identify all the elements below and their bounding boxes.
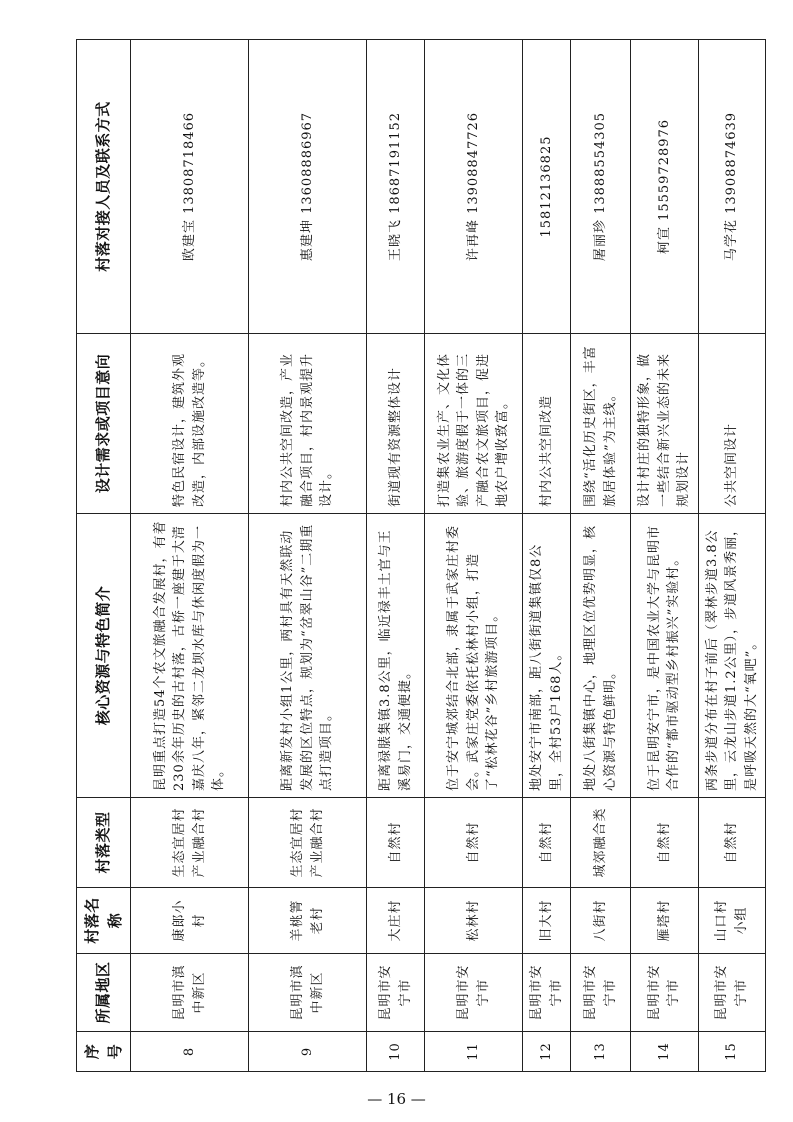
table-row (698, 40, 766, 1072)
cell-need: 打造集农业生产、文化体验、旅游度假于一体的三产融合农文旅项目，促进地农户增收致富。 (425, 334, 523, 514)
cell-region: 昆明市滇中新区 (131, 954, 249, 1032)
cell-type: 生态宜居村产业融合村 (249, 798, 367, 888)
cell-village: 山口村小组 (698, 888, 766, 954)
header-intro: 核心资源与特色简介 (77, 514, 131, 798)
page-number: — 16 — (367, 1090, 426, 1108)
cell-type: 自然村 (425, 798, 523, 888)
cell-no: 8 (131, 1032, 249, 1072)
cell-type: 自然村 (367, 798, 425, 888)
cell-type: 自然村 (631, 798, 699, 888)
cell-need: 街道现有资源整体设计 (367, 334, 425, 514)
cell-region: 昆明市安宁市 (571, 954, 631, 1032)
cell-intro: 地处安宁市南部，距八街街道集镇仅8公里，全村53户168人。 (523, 514, 571, 798)
cell-type: 自然村 (523, 798, 571, 888)
header-region: 所属地区 (77, 954, 131, 1032)
cell-contact: 王晓飞 18687191152 (367, 40, 425, 334)
table-row (523, 40, 571, 1072)
cell-type: 生态宜居村产业融合村 (131, 798, 249, 888)
cell-need: 村内公共空间改造 (523, 334, 571, 514)
cell-contact: 屠丽珍 13888554305 (571, 40, 631, 334)
cell-no: 11 (425, 1032, 523, 1072)
cell-need: 围绕“活化历史街区，丰富旅居体验”为主线。 (571, 334, 631, 514)
village-table (76, 39, 766, 1072)
table-row (131, 40, 249, 1072)
cell-region: 昆明市滇中新区 (249, 954, 367, 1032)
header-contact: 村落对接人员及联系方式 (77, 40, 131, 334)
header-village: 村落名称 (77, 888, 131, 954)
cell-intro: 位于昆明安宁市，是中国农业大学与昆明市合作的“都市驱动型乡村振兴”实验村。 (631, 514, 699, 798)
cell-region: 昆明市安宁市 (367, 954, 425, 1032)
cell-need: 村内公共空间改造，产业融合项目，村内景观提升设计。 (249, 334, 367, 514)
cell-no: 14 (631, 1032, 699, 1072)
cell-village: 康郎小村 (131, 888, 249, 954)
table-row (249, 40, 367, 1072)
cell-intro: 距离新发村小组1公里，两村具有天然联动发展的区位特点，规划为“岔翠山谷”二期重点打造项目。 (249, 514, 367, 798)
cell-intro: 两条步道分布在村子前后（翠林步道3.8公里，云龙山步道1.2公里），步道风景秀丽，是呼吸天然的大“氧吧”。 (698, 514, 766, 798)
cell-contact: 欧建宝 13808718466 (131, 40, 249, 334)
header-need: 设计需求或项目意向 (77, 334, 131, 514)
cell-no: 12 (523, 1032, 571, 1072)
cell-region: 昆明市安宁市 (425, 954, 523, 1032)
cell-contact: 柯宣 15559728976 (631, 40, 699, 334)
cell-village: 大庄村 (367, 888, 425, 954)
cell-intro: 昆明重点打造54个农文旅融合发展村，有着230余年历史的古村落，古桥一座建于大清嘉庆八年，紧邻二龙坝水库与休闲度假为一体。 (131, 514, 249, 798)
header-no: 序号 (77, 1032, 131, 1072)
table-row (571, 40, 631, 1072)
cell-need: 特色民宿设计，建筑外观改造，内部设施改造等。 (131, 334, 249, 514)
cell-need: 公共空间设计 (698, 334, 766, 514)
cell-contact: 15812136825 (523, 40, 571, 334)
cell-intro: 距离禄脿集镇3.8公里，临近禄丰土官与王溪易门，交通便捷。 (367, 514, 425, 798)
table-row (631, 40, 699, 1072)
cell-intro: 地处八街集镇中心，地理区位优势明显，核心资源与特色鲜明。 (571, 514, 631, 798)
cell-region: 昆明市安宁市 (631, 954, 699, 1032)
cell-village: 旧大村 (523, 888, 571, 954)
cell-village: 松林村 (425, 888, 523, 954)
cell-village: 八街村 (571, 888, 631, 954)
cell-no: 9 (249, 1032, 367, 1072)
cell-no: 10 (367, 1032, 425, 1072)
cell-contact: 惠建坤 13608886967 (249, 40, 367, 334)
table-row (367, 40, 425, 1072)
cell-intro: 位于安宁城郊结合北部，隶属于武家庄村委会。武家庄党委依托松林村小组，打造了“松林花谷”乡村旅游项目。 (425, 514, 523, 798)
cell-type: 城郊融合类 (571, 798, 631, 888)
cell-type: 自然村 (698, 798, 766, 888)
cell-contact: 马学花 13908874639 (698, 40, 766, 334)
rotated-table-frame (76, 40, 759, 1072)
cell-village: 羊桃箐老村 (249, 888, 367, 954)
cell-region: 昆明市安宁市 (698, 954, 766, 1032)
header-type: 村落类型 (77, 798, 131, 888)
cell-village: 雁塔村 (631, 888, 699, 954)
cell-need: 设计村庄的独特形象，做一些结合新兴业态的未来规划设计 (631, 334, 699, 514)
cell-contact: 许再峰 13908847726 (425, 40, 523, 334)
table-row (425, 40, 523, 1072)
cell-no: 13 (571, 1032, 631, 1072)
table-header-row (77, 40, 131, 1072)
cell-region: 昆明市安宁市 (523, 954, 571, 1032)
cell-no: 15 (698, 1032, 766, 1072)
